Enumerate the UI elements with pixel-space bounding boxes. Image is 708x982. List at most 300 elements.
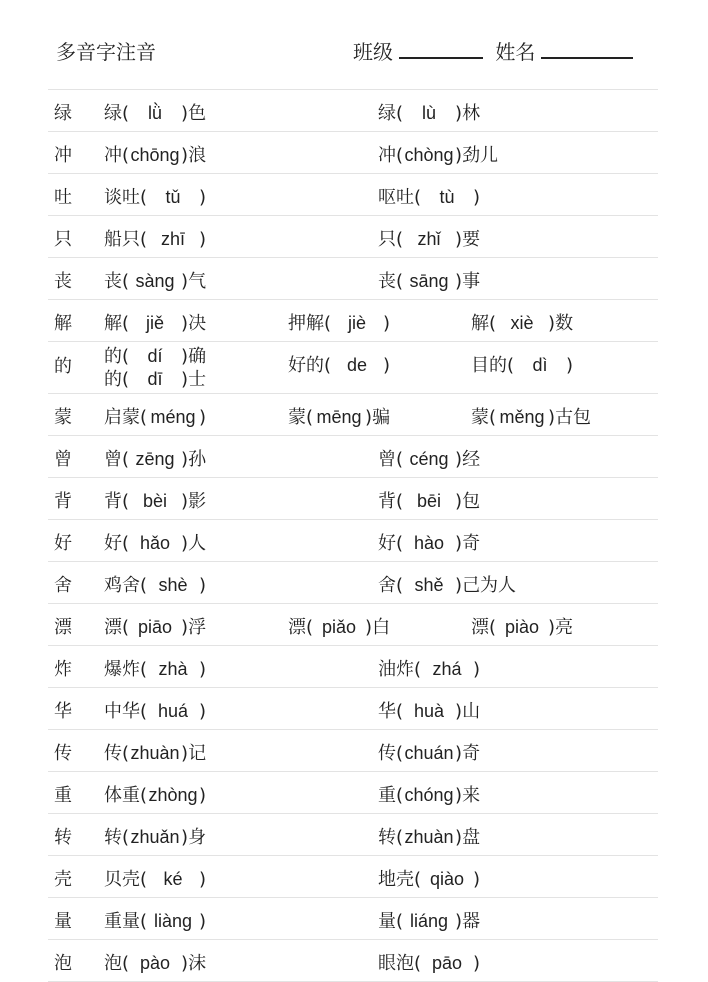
phrase-entry (378, 225, 480, 251)
close-paren: ) (455, 229, 463, 250)
pinyin-answer: zhī (161, 229, 186, 249)
close-paren: ) (473, 953, 481, 974)
open-paren: ( (396, 911, 404, 932)
table-row (48, 174, 658, 216)
phrase-prefix: 转 (104, 827, 122, 848)
polyphone-char: 漂 (54, 617, 72, 638)
phrase-entry (104, 823, 206, 849)
phrase-entry (104, 225, 206, 251)
table-row (48, 132, 658, 174)
pinyin-answer: shè (158, 575, 188, 595)
open-paren: ( (396, 229, 404, 250)
pinyin-answer: měng (499, 407, 545, 427)
pinyin-answer: jiě (146, 313, 165, 333)
close-paren: ) (181, 533, 189, 554)
polyphone-table (48, 89, 658, 982)
phrase-prefix: 丧 (104, 271, 122, 292)
phrase-prefix: 绿 (378, 103, 396, 124)
phrase-entry (471, 351, 573, 377)
table-row (48, 562, 658, 604)
phrase-prefix: 启蒙 (104, 407, 140, 428)
open-paren: ( (396, 449, 404, 470)
close-paren: ) (181, 145, 189, 166)
phrase-suffix: 经 (462, 449, 481, 470)
open-paren: ( (140, 701, 148, 722)
phrase-suffix: 事 (462, 271, 481, 292)
table-row (48, 856, 658, 898)
phrase-entry (288, 403, 390, 429)
table-row (48, 342, 658, 394)
pinyin-answer: pāo (432, 953, 463, 973)
pinyin-answer: chuán (404, 743, 454, 763)
pinyin-answer: piāo (138, 617, 173, 637)
phrase-prefix: 中华 (104, 701, 140, 722)
open-paren: ( (122, 743, 130, 764)
phrase-entry (378, 697, 480, 723)
phrase-prefix: 押解 (288, 313, 324, 334)
pinyin-answer: zhòng (148, 785, 198, 805)
close-paren: ) (473, 187, 481, 208)
pinyin-answer: zhà (158, 659, 188, 679)
phrase-suffix: 亮 (555, 617, 574, 638)
student-info (353, 36, 639, 65)
phrase-suffix: 白 (372, 617, 391, 638)
phrase-suffix: 盘 (462, 827, 481, 848)
open-paren: ( (324, 313, 332, 334)
polyphone-char: 壳 (54, 869, 72, 890)
close-paren: ) (181, 449, 189, 470)
phrase-suffix: 沫 (188, 953, 207, 974)
open-paren: ( (396, 145, 404, 166)
close-paren: ) (181, 491, 189, 512)
open-paren: ( (140, 869, 148, 890)
open-paren: ( (507, 355, 515, 376)
pinyin-answer: zhuàn (130, 743, 180, 763)
polyphone-char: 曾 (54, 449, 72, 470)
table-row (48, 646, 658, 688)
phrase-suffix: 人 (188, 533, 207, 554)
open-paren: ( (414, 187, 422, 208)
open-paren: ( (122, 617, 130, 638)
phrase-suffix: 决 (188, 313, 207, 334)
pinyin-answer: shě (414, 575, 444, 595)
phrase-prefix: 冲 (104, 145, 122, 166)
open-paren: ( (396, 785, 404, 806)
close-paren: ) (383, 313, 391, 334)
phrase-suffix: 器 (462, 911, 481, 932)
phrase-suffix: 奇 (462, 533, 481, 554)
close-paren: ) (455, 533, 463, 554)
phrase-entry (378, 445, 480, 471)
close-paren: ) (455, 827, 463, 848)
pinyin-answer: qiào (430, 869, 465, 889)
phrase-entry (471, 403, 591, 429)
close-paren: ) (199, 187, 207, 208)
class-blank-line (399, 39, 483, 59)
phrase-entry (378, 739, 480, 765)
phrase-entry (288, 613, 390, 639)
phrase-entry (378, 907, 480, 933)
phrase-entry (104, 739, 206, 765)
name-label: 姓名 (495, 40, 536, 64)
phrase-entry (104, 183, 206, 209)
close-paren: ) (199, 575, 207, 596)
phrase-prefix: 舍 (378, 575, 396, 596)
phrase-prefix: 的 (104, 346, 122, 367)
polyphone-char: 绿 (54, 103, 72, 124)
phrase-prefix: 贝壳 (104, 869, 140, 890)
table-row (48, 216, 658, 258)
phrase-prefix: 鸡舍 (104, 575, 140, 596)
pinyin-answer: bèi (143, 491, 168, 511)
polyphone-char: 冲 (54, 145, 72, 166)
phrase-entry (378, 183, 480, 209)
table-row (48, 258, 658, 300)
table-row (48, 300, 658, 342)
polyphone-char: 重 (54, 785, 72, 806)
open-paren: ( (122, 313, 130, 334)
close-paren: ) (473, 659, 481, 680)
phrase-entry (378, 949, 480, 975)
phrase-prefix: 丧 (378, 271, 396, 292)
phrase-entry (378, 487, 480, 513)
phrase-entry (104, 445, 206, 471)
open-paren: ( (140, 229, 148, 250)
phrase-suffix: 浪 (188, 145, 207, 166)
name-blank-line (541, 39, 633, 59)
phrase-suffix: 孙 (188, 449, 207, 470)
close-paren: ) (181, 313, 189, 334)
polyphone-char: 传 (54, 743, 72, 764)
close-paren: ) (365, 407, 373, 428)
pinyin-answer: mēng (316, 407, 362, 427)
pinyin-answer: jiè (348, 313, 367, 333)
pinyin-answer: huà (414, 701, 445, 721)
phrase-prefix: 好 (378, 533, 396, 554)
phrase-suffix: 奇 (462, 743, 481, 764)
polyphone-char: 转 (54, 827, 72, 848)
table-row (48, 520, 658, 562)
table-row (48, 436, 658, 478)
close-paren: ) (181, 953, 189, 974)
phrase-prefix: 漂 (288, 617, 306, 638)
phrase-prefix: 量 (378, 911, 396, 932)
phrase-prefix: 传 (104, 743, 122, 764)
phrase-prefix: 地壳 (378, 869, 414, 890)
phrase-suffix: 记 (188, 743, 207, 764)
close-paren: ) (181, 617, 189, 638)
polyphone-char: 好 (54, 533, 72, 554)
pinyin-answer: zhǐ (417, 229, 441, 249)
polyphone-char: 炸 (54, 659, 72, 680)
open-paren: ( (396, 827, 404, 848)
close-paren: ) (199, 911, 207, 932)
polyphone-char: 背 (54, 491, 72, 512)
open-paren: ( (489, 407, 497, 428)
pinyin-answer: sāng (409, 271, 449, 291)
open-paren: ( (396, 103, 404, 124)
polyphone-char: 的 (54, 356, 72, 377)
pinyin-answer: piǎo (322, 617, 357, 637)
phrase-entry (378, 267, 480, 293)
phrase-prefix: 重 (378, 785, 396, 806)
pinyin-answer: zēng (135, 449, 175, 469)
phrase-entry (104, 403, 206, 429)
phrase-entry (378, 141, 498, 167)
close-paren: ) (181, 271, 189, 292)
close-paren: ) (199, 659, 207, 680)
phrase-entry (104, 907, 206, 933)
pinyin-answer: de (347, 355, 368, 375)
pinyin-answer: sàng (135, 271, 175, 291)
pinyin-answer: dī (147, 369, 163, 389)
phrase-entry (104, 309, 206, 335)
pinyin-answer: zhuǎn (130, 827, 180, 847)
open-paren: ( (414, 659, 422, 680)
close-paren: ) (199, 229, 207, 250)
close-paren: ) (181, 346, 189, 367)
phrase-suffix: 身 (188, 827, 207, 848)
phrase-entry (471, 613, 573, 639)
phrase-prefix: 目的 (471, 355, 507, 376)
phrase-prefix: 蒙 (288, 407, 306, 428)
close-paren: ) (455, 743, 463, 764)
phrase-prefix: 谈吐 (104, 187, 140, 208)
close-paren: ) (566, 355, 574, 376)
open-paren: ( (396, 743, 404, 764)
close-paren: ) (548, 617, 556, 638)
phrase-prefix: 泡 (104, 953, 122, 974)
phrase-prefix: 背 (378, 491, 396, 512)
phrase-prefix: 漂 (104, 617, 122, 638)
phrase-prefix: 的 (104, 369, 122, 390)
pinyin-answer: huá (158, 701, 189, 721)
pinyin-answer: dí (147, 346, 163, 366)
pinyin-answer: hǎo (140, 533, 171, 553)
phrase-suffix: 山 (462, 701, 481, 722)
pinyin-answer: lù (422, 103, 437, 123)
open-paren: ( (489, 617, 497, 638)
table-row (48, 688, 658, 730)
table-row (48, 940, 658, 982)
polyphone-char: 泡 (54, 953, 72, 974)
phrase-entry (378, 655, 480, 681)
polyphone-char: 解 (54, 313, 72, 334)
phrase-entry (104, 99, 206, 125)
phrase-entry (104, 267, 206, 293)
phrase-prefix: 背 (104, 491, 122, 512)
close-paren: ) (548, 407, 556, 428)
open-paren: ( (140, 785, 148, 806)
phrase-prefix: 解 (471, 313, 489, 334)
open-paren: ( (324, 355, 332, 376)
pinyin-answer: chōng (130, 145, 180, 165)
table-row (48, 394, 658, 436)
phrase-suffix: 士 (188, 369, 207, 390)
open-paren: ( (396, 491, 404, 512)
close-paren: ) (455, 449, 463, 470)
table-row (48, 604, 658, 646)
phrase-prefix: 冲 (378, 145, 396, 166)
close-paren: ) (181, 369, 189, 390)
phrase-suffix: 浮 (188, 617, 207, 638)
phrase-suffix: 来 (462, 785, 481, 806)
pinyin-answer: dì (532, 355, 548, 375)
phrase-prefix: 重量 (104, 911, 140, 932)
polyphone-char: 量 (54, 911, 72, 932)
open-paren: ( (122, 533, 130, 554)
phrase-entry (104, 487, 206, 513)
phrase-suffix: 要 (462, 229, 481, 250)
close-paren: ) (199, 701, 207, 722)
close-paren: ) (473, 869, 481, 890)
stacked-entries (104, 345, 206, 391)
open-paren: ( (414, 953, 422, 974)
phrase-prefix: 华 (378, 701, 396, 722)
phrase-prefix: 体重 (104, 785, 140, 806)
worksheet-title: 多音字注音 (56, 40, 156, 64)
table-row (48, 478, 658, 520)
phrase-prefix: 好 (104, 533, 122, 554)
pinyin-answer: céng (409, 449, 449, 469)
phrase-entry (471, 309, 573, 335)
close-paren: ) (548, 313, 556, 334)
pinyin-answer: ké (163, 869, 183, 889)
phrase-entry (288, 309, 390, 335)
phrase-entry (104, 141, 206, 167)
open-paren: ( (489, 313, 497, 334)
phrase-entry (104, 697, 206, 723)
phrase-entry (104, 571, 206, 597)
phrase-entry (378, 865, 480, 891)
close-paren: ) (455, 271, 463, 292)
open-paren: ( (122, 346, 130, 367)
phrase-prefix: 船只 (104, 229, 140, 250)
open-paren: ( (122, 953, 130, 974)
pinyin-answer: zhá (432, 659, 462, 679)
polyphone-char: 吐 (54, 187, 72, 208)
phrase-prefix: 漂 (471, 617, 489, 638)
phrase-suffix: 包 (462, 491, 481, 512)
phrase-suffix: 色 (188, 103, 207, 124)
close-paren: ) (455, 785, 463, 806)
phrase-suffix: 数 (555, 313, 574, 334)
open-paren: ( (414, 869, 422, 890)
open-paren: ( (140, 187, 148, 208)
phrase-suffix: 骗 (372, 407, 391, 428)
open-paren: ( (140, 659, 148, 680)
pinyin-answer: bēi (417, 491, 442, 511)
class-label: 班级 (353, 40, 393, 64)
polyphone-char: 舍 (54, 575, 72, 596)
pinyin-answer: méng (150, 407, 196, 427)
phrase-prefix: 好的 (288, 355, 324, 376)
phrase-entry (104, 865, 206, 891)
phrase-prefix: 解 (104, 313, 122, 334)
open-paren: ( (122, 449, 130, 470)
open-paren: ( (140, 407, 148, 428)
close-paren: ) (365, 617, 373, 638)
phrase-suffix: 古包 (555, 407, 592, 428)
close-paren: ) (455, 103, 463, 124)
open-paren: ( (122, 145, 130, 166)
phrase-suffix: 气 (188, 271, 207, 292)
phrase-entry (378, 99, 480, 125)
phrase-prefix: 眼泡 (378, 953, 414, 974)
phrase-entry (378, 781, 480, 807)
pinyin-answer: chòng (404, 145, 454, 165)
phrase-entry (378, 571, 516, 597)
open-paren: ( (122, 491, 130, 512)
close-paren: ) (383, 355, 391, 376)
phrase-entry (104, 368, 206, 391)
table-row (48, 730, 658, 772)
open-paren: ( (140, 575, 148, 596)
phrase-prefix: 呕吐 (378, 187, 414, 208)
open-paren: ( (396, 533, 404, 554)
close-paren: ) (199, 785, 207, 806)
phrase-entry (104, 613, 206, 639)
phrase-entry (104, 345, 206, 368)
close-paren: ) (199, 869, 207, 890)
pinyin-answer: liàng (154, 911, 193, 931)
pinyin-answer: lǜ (148, 103, 163, 123)
pinyin-answer: piào (505, 617, 540, 637)
phrase-prefix: 转 (378, 827, 396, 848)
open-paren: ( (122, 103, 130, 124)
open-paren: ( (396, 271, 404, 292)
phrase-suffix: 劲儿 (462, 145, 499, 166)
pinyin-answer: zhuàn (404, 827, 454, 847)
open-paren: ( (306, 617, 314, 638)
close-paren: ) (455, 701, 463, 722)
worksheet-header (56, 36, 628, 66)
close-paren: ) (181, 743, 189, 764)
pinyin-answer: hào (414, 533, 445, 553)
pinyin-answer: chóng (404, 785, 454, 805)
table-row (48, 772, 658, 814)
polyphone-char: 华 (54, 701, 72, 722)
open-paren: ( (122, 827, 130, 848)
polyphone-char: 蒙 (54, 407, 72, 428)
close-paren: ) (455, 491, 463, 512)
phrase-suffix: 己为人 (462, 575, 517, 596)
polyphone-char: 丧 (54, 271, 72, 292)
phrase-prefix: 只 (378, 229, 396, 250)
close-paren: ) (455, 575, 463, 596)
phrase-prefix: 曾 (104, 449, 122, 470)
pinyin-answer: tǔ (165, 187, 181, 207)
close-paren: ) (199, 407, 207, 428)
phrase-entry (288, 351, 390, 377)
phrase-prefix: 蒙 (471, 407, 489, 428)
pinyin-answer: pào (140, 953, 171, 973)
phrase-entry (104, 655, 206, 681)
phrase-entry (104, 781, 206, 807)
phrase-suffix: 确 (188, 346, 207, 367)
phrase-prefix: 爆炸 (104, 659, 140, 680)
pinyin-answer: xiè (510, 313, 534, 333)
open-paren: ( (306, 407, 314, 428)
phrase-entry (378, 529, 480, 555)
close-paren: ) (181, 827, 189, 848)
open-paren: ( (122, 271, 130, 292)
phrase-prefix: 传 (378, 743, 396, 764)
phrase-prefix: 油炸 (378, 659, 414, 680)
table-row (48, 898, 658, 940)
open-paren: ( (122, 369, 130, 390)
close-paren: ) (455, 145, 463, 166)
